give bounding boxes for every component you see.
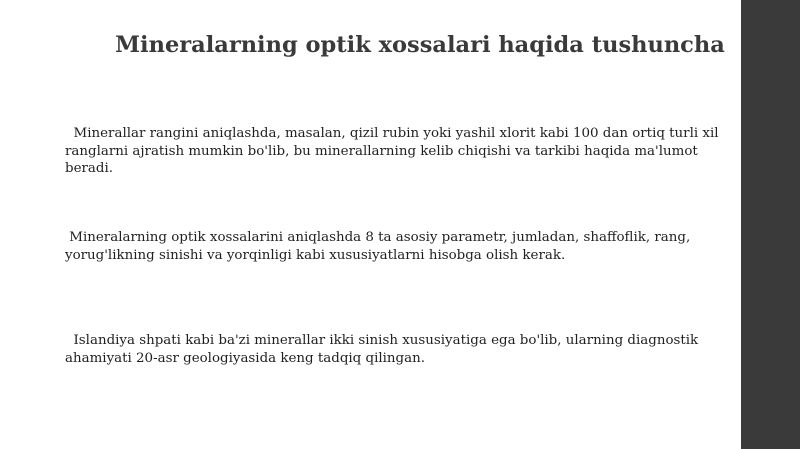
side-bar-decoration: [741, 0, 800, 449]
slide-title: Mineralarning optik xossalari haqida tushuncha: [115, 32, 725, 58]
paragraph-double-refraction: Islandiya shpati kabi ba'zi minerallar ikki sinish xususiyatiga ega bo'lib, ularning diagnostik ahamiyati 20-asr geologiyasida keng tadqiq qilingan.: [65, 333, 703, 366]
paragraph-optical-parameters: Mineralarning optik xossalarini aniqlashda 8 ta asosiy parametr, jumladan, shaffoflik, rang, yorug'likning sinishi va yorqinligi kabi xususiyatlarni hisobga olish kerak.: [65, 230, 695, 263]
paragraph-mineral-colors: Minerallar rangini aniqlashda, masalan, qizil rubin yoki yashil xlorit kabi 100 dan ortiq turli xil ranglarni ajratish mumkin bo'lib, bu minerallarning kelib chiqishi va tarkibi haqida ma'lumot beradi.: [65, 126, 723, 176]
